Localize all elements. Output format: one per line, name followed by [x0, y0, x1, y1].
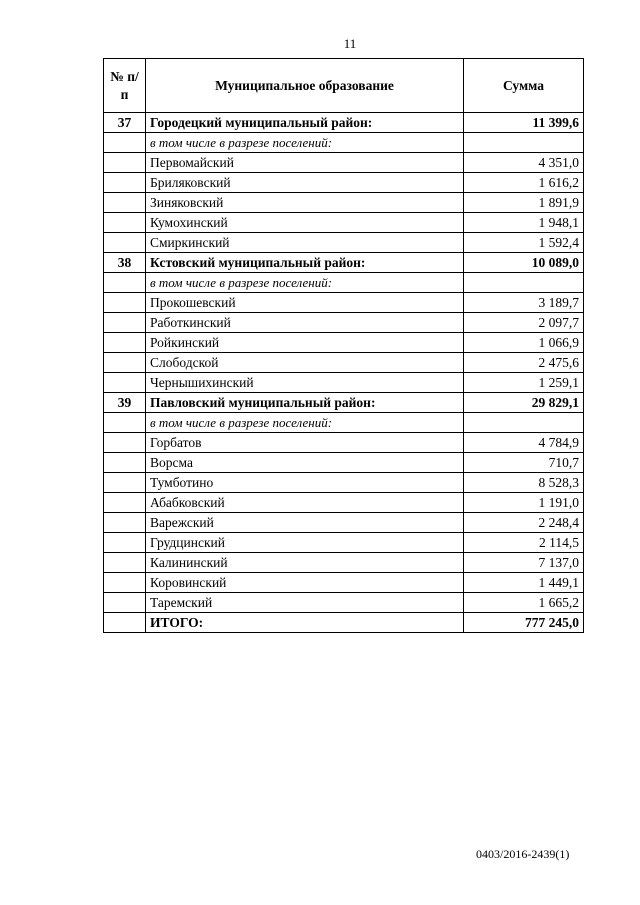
- row-name: Чернышихинский: [146, 373, 464, 393]
- table-row: [104, 373, 584, 393]
- row-name: Городецкий муниципальный район:: [146, 113, 464, 133]
- row-num: 38: [104, 253, 146, 273]
- row-sum: 7 137,0: [464, 553, 584, 573]
- row-name: Прокошевский: [146, 293, 464, 313]
- row-sum: [464, 273, 584, 293]
- row-num: [104, 553, 146, 573]
- table-row: [104, 133, 584, 153]
- row-num: [104, 413, 146, 433]
- row-name: в том числе в разрезе поселений:: [146, 273, 464, 293]
- row-sum: 2 114,5: [464, 533, 584, 553]
- row-num: [104, 233, 146, 253]
- page-number: 11: [343, 36, 357, 51]
- row-name: Первомайский: [146, 153, 464, 173]
- table-row: [104, 433, 584, 453]
- row-sum: 1 066,9: [464, 333, 584, 353]
- row-name: Коровинский: [146, 573, 464, 593]
- row-name: Павловский муниципальный район:: [146, 393, 464, 413]
- row-name: Кстовский муниципальный район:: [146, 253, 464, 273]
- row-name: Грудцинский: [146, 533, 464, 553]
- row-name: Слободской: [146, 353, 464, 373]
- row-num: 39: [104, 393, 146, 413]
- row-sum: 777 245,0: [464, 613, 584, 633]
- table-row: [104, 153, 584, 173]
- row-name: Кумохинский: [146, 213, 464, 233]
- table-row: [104, 393, 584, 413]
- document-code: 0403/2016-2439(1): [476, 847, 570, 861]
- row-sum: 2 475,6: [464, 353, 584, 373]
- row-num: [104, 593, 146, 613]
- row-sum: 710,7: [464, 453, 584, 473]
- row-num: [104, 273, 146, 293]
- row-num: [104, 133, 146, 153]
- table-row: [104, 353, 584, 373]
- row-sum: 8 528,3: [464, 473, 584, 493]
- row-num: [104, 153, 146, 173]
- table-row: [104, 193, 584, 213]
- row-num: [104, 613, 146, 633]
- row-sum: 2 097,7: [464, 313, 584, 333]
- table-header-row: [104, 59, 584, 113]
- table-row: [104, 613, 584, 633]
- row-name: Смиркинский: [146, 233, 464, 253]
- row-sum: 4 351,0: [464, 153, 584, 173]
- row-sum: 3 189,7: [464, 293, 584, 313]
- row-num: [104, 533, 146, 553]
- row-name: в том числе в разрезе поселений:: [146, 413, 464, 433]
- row-name: Зиняковский: [146, 193, 464, 213]
- row-num: [104, 173, 146, 193]
- row-num: [104, 453, 146, 473]
- row-name: Работкинский: [146, 313, 464, 333]
- row-sum: 1 665,2: [464, 593, 584, 613]
- row-num: [104, 493, 146, 513]
- row-sum: 1 891,9: [464, 193, 584, 213]
- table-row: [104, 533, 584, 553]
- table-row: [104, 553, 584, 573]
- table-row: [104, 413, 584, 433]
- table-row: [104, 453, 584, 473]
- row-num: [104, 333, 146, 353]
- row-num: [104, 373, 146, 393]
- table-row: [104, 333, 584, 353]
- row-name: Варежский: [146, 513, 464, 533]
- header-sum: Сумма: [464, 59, 584, 113]
- row-sum: 2 248,4: [464, 513, 584, 533]
- table-row: [104, 113, 584, 133]
- table-row: [104, 273, 584, 293]
- table-row: [104, 173, 584, 193]
- row-name: Таремский: [146, 593, 464, 613]
- allocation-table: [103, 58, 584, 633]
- table-row: [104, 253, 584, 273]
- table-row: [104, 313, 584, 333]
- row-name: Калининский: [146, 553, 464, 573]
- table-row: [104, 233, 584, 253]
- row-sum: 1 948,1: [464, 213, 584, 233]
- table-row: [104, 573, 584, 593]
- row-name: Ворсма: [146, 453, 464, 473]
- row-num: [104, 513, 146, 533]
- row-num: [104, 213, 146, 233]
- table-row: [104, 493, 584, 513]
- row-name: Тумботино: [146, 473, 464, 493]
- row-num: [104, 293, 146, 313]
- header-num: № п/п: [104, 59, 146, 113]
- table-row: [104, 593, 584, 613]
- row-name: Горбатов: [146, 433, 464, 453]
- row-sum: 11 399,6: [464, 113, 584, 133]
- row-sum: 1 449,1: [464, 573, 584, 593]
- row-sum: [464, 413, 584, 433]
- table-row: [104, 293, 584, 313]
- row-sum: 10 089,0: [464, 253, 584, 273]
- row-sum: 1 259,1: [464, 373, 584, 393]
- header-name: Муниципальное образование: [146, 59, 464, 113]
- row-sum: 1 592,4: [464, 233, 584, 253]
- row-name: ИТОГО:: [146, 613, 464, 633]
- row-name: Бриляковский: [146, 173, 464, 193]
- table-row: [104, 473, 584, 493]
- row-num: [104, 573, 146, 593]
- table-row: [104, 513, 584, 533]
- row-sum: 4 784,9: [464, 433, 584, 453]
- row-num: [104, 313, 146, 333]
- row-name: Ройкинский: [146, 333, 464, 353]
- row-name: в том числе в разрезе поселений:: [146, 133, 464, 153]
- table-row: [104, 213, 584, 233]
- row-sum: 29 829,1: [464, 393, 584, 413]
- row-num: 37: [104, 113, 146, 133]
- row-sum: 1 191,0: [464, 493, 584, 513]
- row-sum: [464, 133, 584, 153]
- row-num: [104, 433, 146, 453]
- row-num: [104, 473, 146, 493]
- row-num: [104, 353, 146, 373]
- table-body: [104, 113, 584, 633]
- row-name: Абабковский: [146, 493, 464, 513]
- row-sum: 1 616,2: [464, 173, 584, 193]
- row-num: [104, 193, 146, 213]
